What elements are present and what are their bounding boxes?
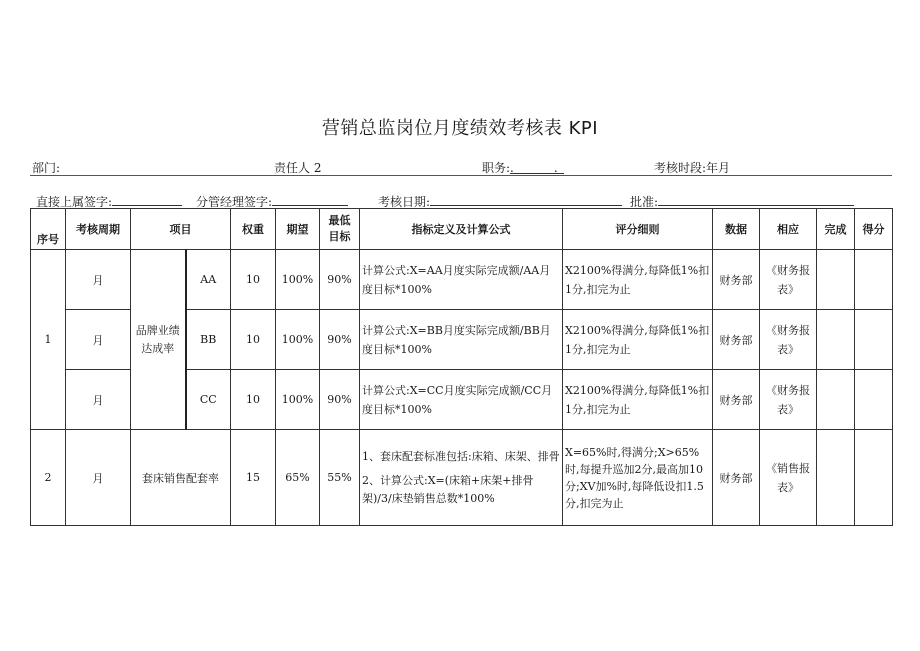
row-complete[interactable]: [817, 370, 855, 430]
divider: [30, 175, 892, 176]
row-definition: 计算公式:X=AA月度实际完成额/AA月度目标*100%: [360, 250, 563, 310]
row-no: 2: [31, 430, 66, 526]
position-field: [482, 159, 564, 176]
definition-line-2: 2、计算公式:X=(床箱+床架+排骨架)/3/床垫销售总数*100%: [362, 473, 534, 505]
row-scoring: X2100%得满分,每降低1%扣1分,扣完为止: [563, 310, 713, 370]
header-complete: 完成: [817, 209, 855, 250]
row-corresponding: 《销售报表》: [760, 430, 817, 526]
position-tail: .: [553, 161, 558, 175]
date-input[interactable]: [430, 193, 622, 206]
row-item: 品牌业绩达成率: [131, 250, 186, 430]
row-cycle: 月: [66, 370, 131, 430]
date-label: 考核日期:: [378, 195, 431, 209]
row-expect: 100%: [276, 370, 320, 430]
row-expect: 100%: [276, 310, 320, 370]
row-score[interactable]: [855, 430, 893, 526]
row-corresponding: 《财务报表》: [760, 370, 817, 430]
row-min: 90%: [320, 370, 360, 430]
row-score[interactable]: [855, 250, 893, 310]
owner-field: [274, 159, 321, 176]
row-expect: 100%: [276, 250, 320, 310]
row-data: 财务部: [713, 430, 760, 526]
row-corresponding: 《财务报表》: [760, 310, 817, 370]
owner-label: 责任人: [274, 161, 311, 175]
owner-value: 2: [313, 161, 322, 175]
row-data: 财务部: [713, 250, 760, 310]
row-corresponding: 《财务报表》: [760, 250, 817, 310]
row-item: 套床销售配套率: [131, 430, 231, 526]
row-min: 90%: [320, 250, 360, 310]
row-definition: 计算公式:X=CC月度实际完成额/CC月度目标*100%: [360, 370, 563, 430]
row-sub: CC: [186, 370, 231, 430]
row-weight: 15: [231, 430, 276, 526]
header-scoring: 评分细则: [563, 209, 713, 250]
position-label: 职务:: [482, 161, 511, 175]
row-score[interactable]: [855, 310, 893, 370]
row-min: 90%: [320, 310, 360, 370]
manager-label: 分管经理签字:: [196, 195, 273, 209]
header-row: [31, 209, 893, 250]
header-item: 项目: [131, 209, 231, 250]
row-no: 1: [31, 250, 66, 430]
page-title: 营销总监岗位月度绩效考核表 KPI: [321, 118, 599, 139]
row-scoring: X2100%得满分,每降低1%扣1分,扣完为止: [563, 250, 713, 310]
header-weight: 权重: [231, 209, 276, 250]
period-field: [654, 159, 730, 176]
header-definition: 指标定义及计算公式: [360, 209, 563, 250]
row-definition: [360, 430, 563, 526]
approve-label: 批准:: [630, 195, 659, 209]
row-cycle: 月: [66, 430, 131, 526]
period-label: 考核时段:: [654, 161, 707, 175]
row-data: 财务部: [713, 370, 760, 430]
period-value: 年月: [706, 161, 731, 175]
header-expect: 期望: [276, 209, 320, 250]
manager-signature[interactable]: [272, 193, 348, 206]
header-min: 最低目标: [320, 209, 360, 250]
row-scoring: X2100%得满分,每降低1%扣1分,扣完为止: [563, 370, 713, 430]
row-scoring: X=65%时,得满分;X>65%时,每提升巡加2分,最高加10分;XV加%时,每降低设扣1.5分,扣完为止: [563, 430, 713, 526]
row-expect: 65%: [276, 430, 320, 526]
header-data: 数据: [713, 209, 760, 250]
row-sub: BB: [186, 310, 231, 370]
row-complete[interactable]: [817, 250, 855, 310]
row-definition: 计算公式:X=BB月度实际完成额/BB月度目标*100%: [360, 310, 563, 370]
supervisor-signature[interactable]: [112, 193, 182, 206]
header-score: 得分: [855, 209, 893, 250]
header-no: 序号: [31, 209, 66, 250]
approve-signature[interactable]: [658, 193, 854, 206]
position-input[interactable]: [510, 161, 564, 174]
row-complete[interactable]: [817, 430, 855, 526]
row-weight: 10: [231, 250, 276, 310]
row-weight: 10: [231, 310, 276, 370]
row-weight: 10: [231, 370, 276, 430]
kpi-table: [30, 208, 893, 526]
row-score[interactable]: [855, 370, 893, 430]
header-corresponding: 相应: [760, 209, 817, 250]
definition-line-1: 1、套床配套标准包括:床箱、床架、排骨: [362, 449, 560, 463]
dept-label: 部门:: [32, 161, 61, 175]
table-row: [31, 250, 893, 310]
row-cycle: 月: [66, 310, 131, 370]
header-cycle: 考核周期: [66, 209, 131, 250]
table-row: [31, 430, 893, 526]
row-sub: AA: [186, 250, 231, 310]
row-complete[interactable]: [817, 310, 855, 370]
row-cycle: 月: [66, 250, 131, 310]
row-min: 55%: [320, 430, 360, 526]
position-value: .: [510, 161, 514, 175]
row-data: 财务部: [713, 310, 760, 370]
supervisor-label: 直接上属签字:: [36, 195, 113, 209]
